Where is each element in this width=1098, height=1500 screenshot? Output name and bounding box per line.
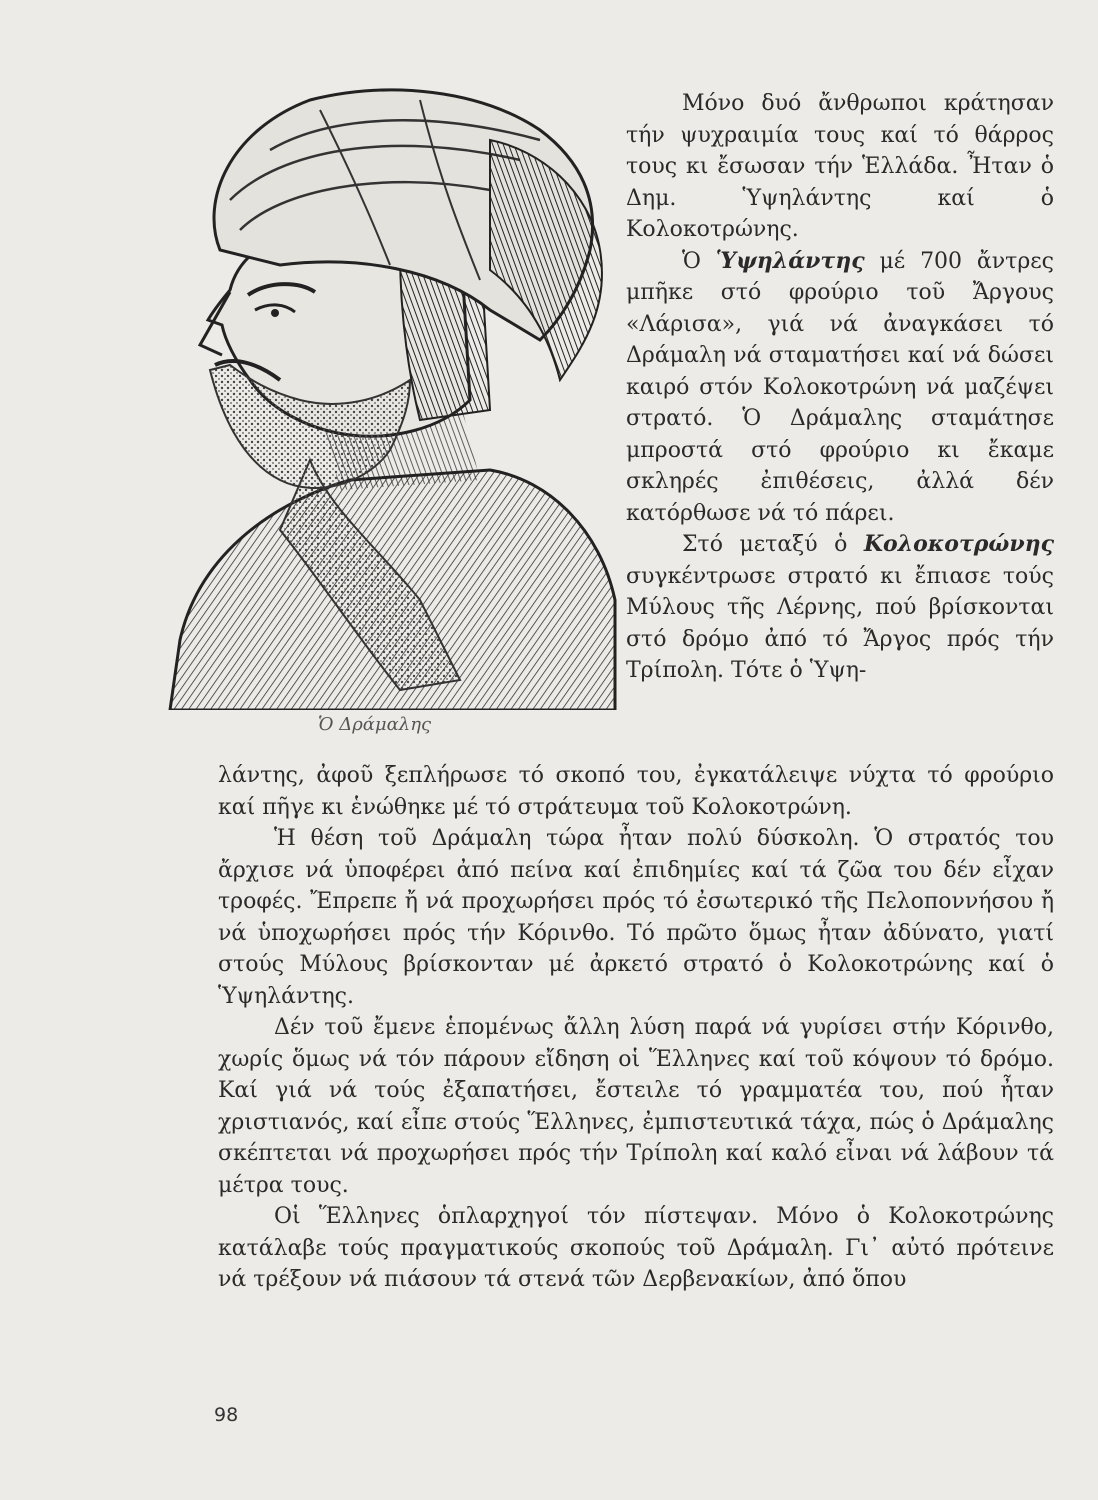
paragraph-3-start: Στό μεταξύ ὁ xyxy=(682,532,864,557)
paragraph-6: Οἱ Ἕλληνες ὁπλαρχηγοί τόν πίστεψαν. Μόνο ὁ Κολοκοτρώνης κατάλαβε τούς πραγματικούς σκοπούς τοῦ Δράμαλη. Γι᾽ αὐτό πρότεινε νά τρέξουν νά πιάσουν τά στενά τῶν Δερβενακίων, ἀπό ὅπου xyxy=(218,1204,1054,1292)
emphasis-kolokotronis: Κολοκοτρώνης xyxy=(863,531,1054,557)
page-number: 98 xyxy=(214,1404,239,1426)
paragraph-1: Μόνο δυό ἄνθρωποι κράτησαν τήν ψυχραιμία τους καί τό θάρρος τους κι ἔσωσαν τήν Ἑλλάδα. Ἦταν ὁ Δημ. Ὑψηλάντης καί ὁ Κολοκοτρώνης. xyxy=(626,91,1054,242)
side-column xyxy=(626,88,1054,687)
portrait-caption: Ὁ Δράμαλης xyxy=(318,714,432,735)
paragraph-4: Ἡ θέση τοῦ Δράμαλη τώρα ἦταν πολύ δύσκολη. Ὁ στρατός του ἄρχισε νά ὑποφέρει ἀπό πείνα καί ἐπιδημίες καί τά ζῶα του δέν εἶχαν τροφές. Ἔπρεπε ἤ νά προχωρήσει πρός τό ἐσωτερικό τῆς Πελοποννήσου ἤ νά ὑποχωρήσει πρός τήν Κόρινθο. Τό πρῶτο ὅμως ἦταν ἀδύνατο, γιατί στούς Μύλους βρίσκονταν μέ ἀρκετό στρατό ὁ Κολοκοτρώνης καί ὁ Ὑψηλάντης. xyxy=(218,826,1054,1009)
paragraph-2 xyxy=(626,246,1054,530)
portrait-engraving-icon xyxy=(160,80,618,710)
paragraph-2-start: Ὁ xyxy=(682,248,716,274)
full-column xyxy=(218,760,1054,1296)
paragraph-5: Δέν τοῦ ἔμενε ἑπομένως ἄλλη λύση παρά νά γυρίσει στήν Κόρινθο, χωρίς ὅμως νά τόν πάρουν εἴδηση οἱ Ἕλληνες καί τοῦ κόψουν τό δρόμο. Καί γιά νά τούς ἐξαπατήσει, ἔστειλε τό γραμματέα του, πού ἦταν χριστιανός, καί εἶπε στούς Ἕλληνες, ἐμπιστευτικά τάχα, πώς ὁ Δράμαλης σκέπτεται νά προχωρήσει πρός τήν Τρίπολη καί καλό εἶναι νά λάβουν τά μέτρα τους. xyxy=(218,1015,1054,1198)
paragraph-3 xyxy=(626,529,1054,687)
paragraph-3-rest: συγκέντρωσε στρατό κι ἔπιασε τούς Μύλους τῆς Λέρνης, πού βρίσκονται στό δρόμο ἀπό τό Ἄργος πρός τήν Τρίπολη. Τότε ὁ Ὑψη- xyxy=(626,563,1054,683)
paragraph-3-continued: λάντης, ἀφοῦ ξεπλήρωσε τό σκοπό του, ἐγκατάλειψε νύχτα τό φρούριο καί πῆγε κι ἑνώθηκε μέ τό στράτευμα τοῦ Κολοκοτρώνη. xyxy=(218,763,1054,820)
emphasis-ypsilantis: Ὑψηλάντης xyxy=(715,247,865,274)
paragraph-2-rest: μέ 700 ἄντρες μπῆκε στό φρούριο τοῦ Ἄργους «Λάρισα», γιά νά ἀναγκάσει τό Δράμαλη νά σταματήσει καί νά δώσει καιρό στόν Κολοκοτρώνη νά μαζέψει στρατό. Ὁ Δράμαλης σταμάτησε μπροστά στό φρούριο κι ἔκαμε σκληρές ἐπιθέσεις, ἀλλά δέν κατόρθωσε νά τό πάρει. xyxy=(626,248,1054,526)
